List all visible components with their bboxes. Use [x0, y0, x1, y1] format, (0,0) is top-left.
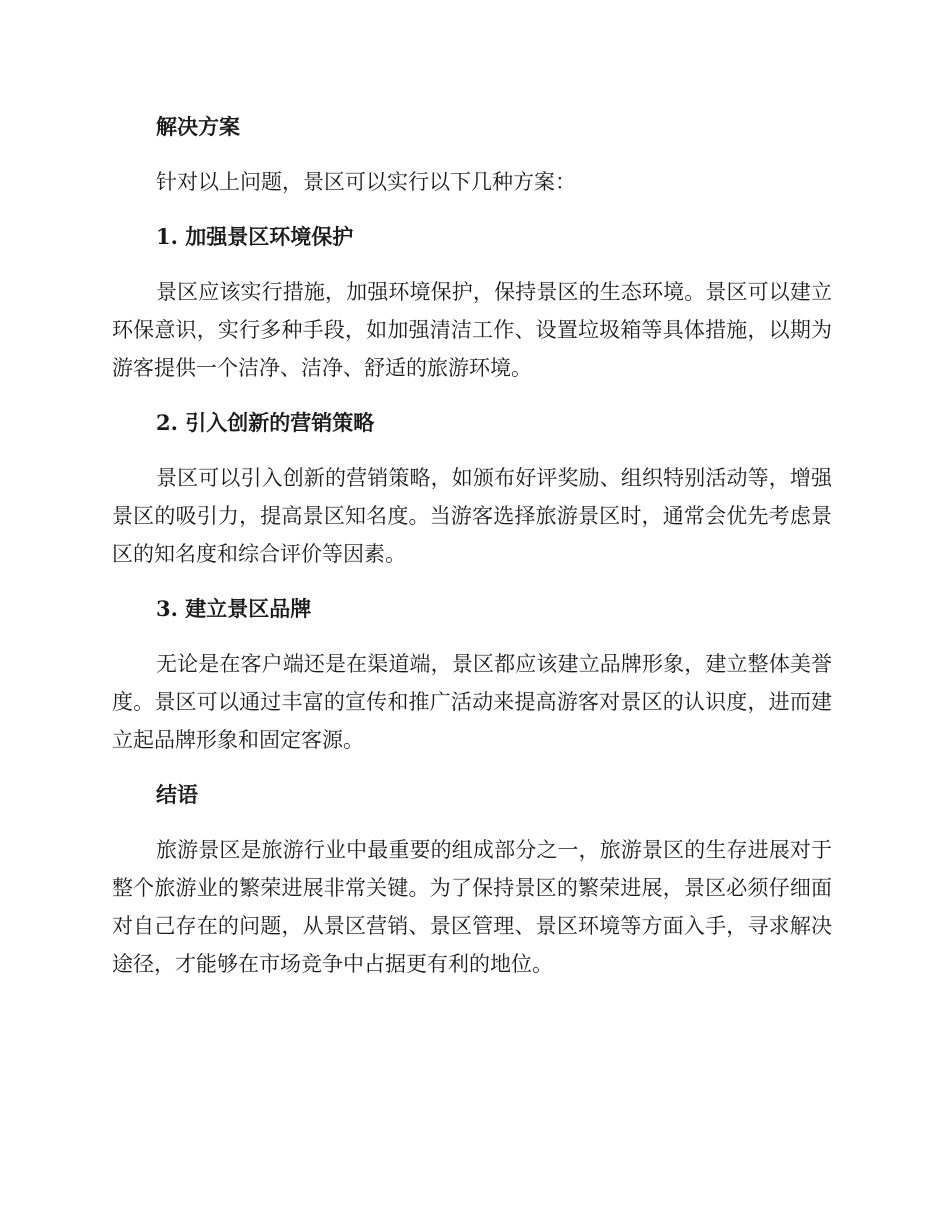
document-page [112, 108, 832, 1000]
brand-paragraph: 无论是在客户端还是在渠道端，景区都应该建立品牌形象，建立整体美誉度。景区可以通过丰富的宣传和推广活动来提高游客对景区的认识度，进而建立起品牌形象和固定客源。 [112, 652, 832, 752]
section-heading-conclusion: 结语 [156, 782, 198, 807]
environment-paragraph: 景区应该实行措施，加强环境保护，保持景区的生态环境。景区可以建立环保意识，实行多种手段，如加强清洁工作、设置垃圾箱等具体措施，以期为游客提供一个洁净、洁净、舒适的旅游环境。 [112, 280, 832, 380]
section-heading-environment: 1. 加强景区环境保护 [156, 224, 354, 249]
marketing-paragraph: 景区可以引入创新的营销策略，如颁布好评奖励、组织特别活动等，增强景区的吸引力，提高景区知名度。当游客选择旅游景区时，通常会优先考虑景区的知名度和综合评价等因素。 [112, 466, 832, 566]
intro-paragraph: 针对以上问题，景区可以实行以下几种方案： [156, 170, 576, 194]
section-heading-brand: 3. 建立景区品牌 [156, 596, 312, 621]
section-heading-solutions: 解决方案 [156, 114, 240, 139]
section-heading-marketing: 2. 引入创新的营销策略 [156, 410, 375, 435]
conclusion-paragraph: 旅游景区是旅游行业中最重要的组成部分之一，旅游景区的生存进展对于整个旅游业的繁荣进展非常关键。为了保持景区的繁荣进展，景区必须仔细面对自己存在的问题，从景区营销、景区管理、景区环境等方面入手，寻求解决途径，才能够在市场竞争中占据更有利的地位。 [112, 838, 832, 976]
